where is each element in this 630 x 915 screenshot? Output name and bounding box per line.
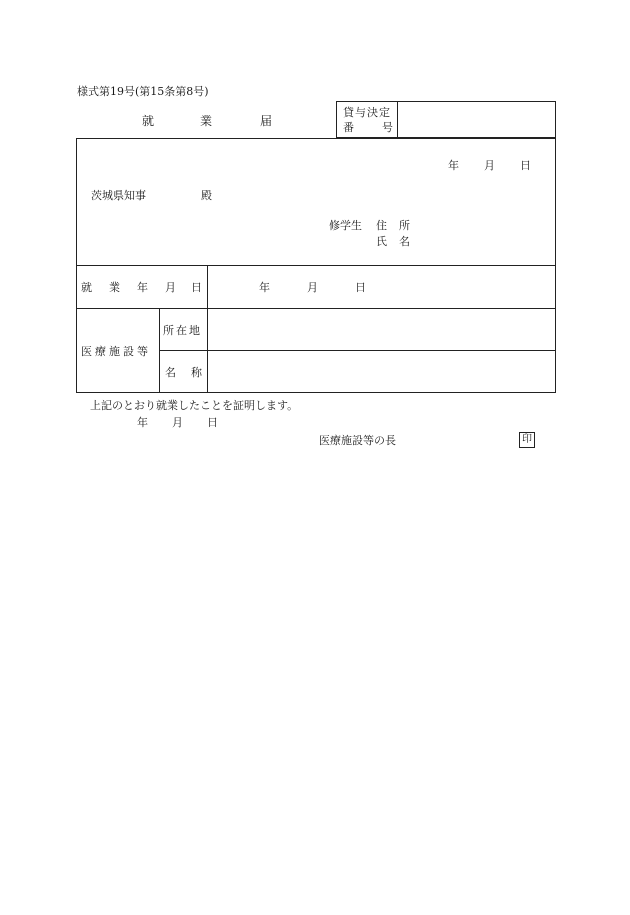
employment-date-month: 月 bbox=[307, 281, 318, 294]
decision-label-go: 号 bbox=[382, 121, 393, 134]
certification-text: 上記のとおり就業したことを証明します。 bbox=[90, 399, 299, 412]
facility-location-label: 所在地 bbox=[163, 324, 202, 337]
main-table bbox=[76, 138, 556, 393]
name-label-2: 名 bbox=[399, 235, 410, 248]
decision-label-ban: 番 bbox=[343, 121, 354, 134]
employment-date-day: 日 bbox=[355, 281, 366, 294]
employment-date-label-4: 月 bbox=[165, 281, 176, 294]
address-label-1: 住 bbox=[376, 219, 387, 232]
decision-label-line1: 貸与決定 bbox=[343, 106, 391, 119]
header-date-month: 月 bbox=[484, 159, 495, 172]
addressee: 茨城県知事 bbox=[91, 189, 146, 202]
decision-number-field[interactable] bbox=[398, 102, 555, 137]
employment-date-label-1: 就 bbox=[81, 281, 92, 294]
facility-location-field[interactable] bbox=[208, 309, 555, 350]
form-title bbox=[76, 101, 336, 138]
employment-date-year: 年 bbox=[259, 281, 270, 294]
cert-date-month: 月 bbox=[172, 416, 183, 429]
employment-date-label-3: 年 bbox=[137, 281, 148, 294]
employment-date-label-2: 業 bbox=[109, 281, 120, 294]
header-date-year: 年 bbox=[448, 159, 459, 172]
facility-name-label-1: 名 bbox=[165, 366, 176, 379]
decision-number-box bbox=[336, 101, 556, 138]
title-char-1: 就 bbox=[142, 114, 155, 128]
student-role: 修学生 bbox=[329, 219, 362, 232]
title-char-3: 届 bbox=[260, 114, 273, 128]
facility-name-label-2: 称 bbox=[191, 366, 202, 379]
facility-label: 医療施設等 bbox=[81, 345, 151, 358]
title-char-2: 業 bbox=[200, 114, 213, 128]
header-date-day: 日 bbox=[520, 159, 531, 172]
divider-facility-label bbox=[159, 308, 160, 392]
facility-name-field[interactable] bbox=[208, 351, 555, 392]
decision-number-label bbox=[337, 102, 398, 137]
cert-date-day: 日 bbox=[207, 416, 218, 429]
honorific: 殿 bbox=[201, 189, 212, 202]
seal-mark: 印 bbox=[519, 432, 535, 448]
address-label-2: 所 bbox=[399, 219, 410, 232]
employment-date-label-5: 日 bbox=[191, 281, 202, 294]
name-label-1: 氏 bbox=[376, 235, 387, 248]
title-row bbox=[76, 101, 556, 138]
signer-title: 医療施設等の長 bbox=[319, 434, 396, 447]
cert-date-year: 年 bbox=[137, 416, 148, 429]
divider-header bbox=[77, 265, 555, 266]
form-number: 様式第19号(第15条第8号) bbox=[77, 85, 209, 98]
